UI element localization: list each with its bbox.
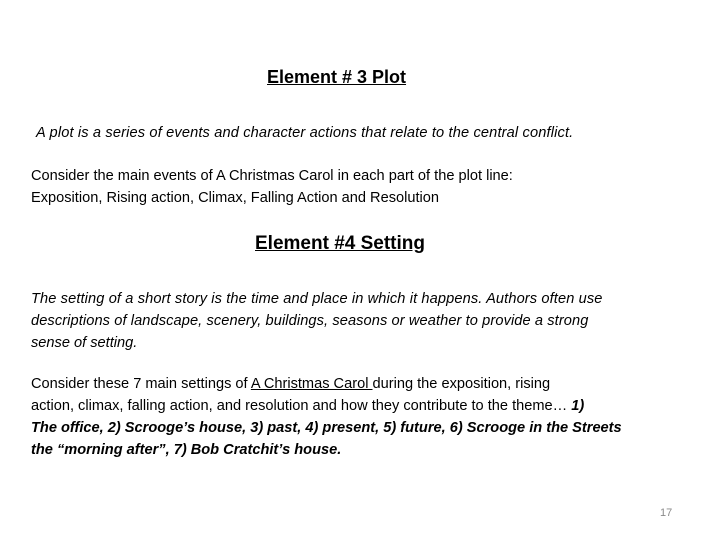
settings-list-start: 1) [571, 398, 585, 414]
settings-list-line-2: the “morning after”, 7) Bob Cratchit’s house. [31, 442, 342, 458]
plot-definition: A plot is a series of events and character actions that relate to the central conflict. [36, 125, 574, 141]
setting-consider-intro: Consider these 7 main settings of [31, 376, 251, 392]
element4-heading: Element #4 Setting [255, 233, 425, 254]
plot-consider-line-1: Consider the main events of A Christmas Carol in each part of the plot line: [31, 168, 513, 184]
plot-consider-line-2: Exposition, Rising action, Climax, Falling Action and Resolution [31, 190, 440, 206]
setting-definition-line-2: descriptions of landscape, scenery, buildings, seasons or weather to provide a strong [31, 313, 589, 329]
setting-consider-line-2 [31, 395, 584, 417]
page-number: 17 [660, 507, 673, 519]
setting-consider-text: action, climax, falling action, and resolution and how they contribute to the theme… [31, 398, 572, 414]
setting-consider-continuation: during the exposition, rising [372, 376, 551, 392]
setting-definition-line-3: sense of setting. [31, 335, 138, 351]
setting-definition-line-1: The setting of a short story is the time and place in which it happens. Authors often use [31, 291, 603, 307]
element3-heading: Element # 3 Plot [267, 67, 407, 87]
book-title: A Christmas Carol [250, 376, 373, 392]
settings-list-line-1: The office, 2) Scrooge’s house, 3) past, 4) present, 5) future, 6) Scrooge in the Streets [31, 420, 622, 436]
setting-consider-line-1 [31, 373, 550, 395]
